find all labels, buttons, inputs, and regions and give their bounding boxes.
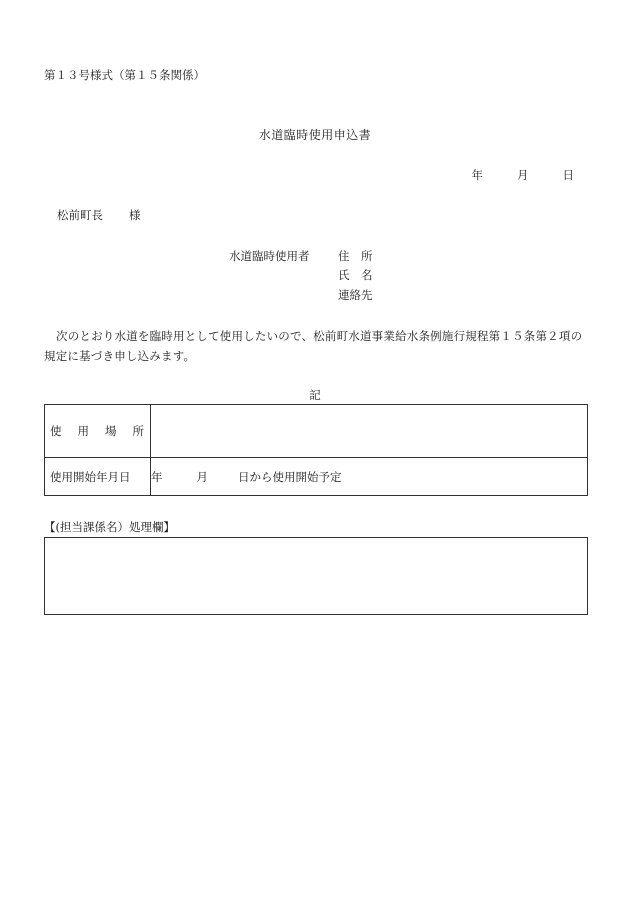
form-number: 第１３号様式（第１５条関係） [44, 68, 205, 82]
memo-box[interactable] [44, 537, 588, 615]
start-date-field[interactable] [151, 458, 588, 496]
document-title: 水道臨時使用申込書 [258, 128, 372, 142]
ki-heading: 記 [309, 388, 321, 402]
name-label: 氏 名 [338, 268, 373, 282]
contact-label: 連絡先 [338, 288, 373, 302]
location-row [45, 405, 588, 458]
addressee [57, 207, 141, 223]
address-label: 住 所 [338, 249, 373, 263]
location-label: 使 用 場 所 [45, 405, 151, 458]
date-year-label: 年 [471, 168, 483, 182]
location-field[interactable] [151, 405, 588, 458]
addressee-name: 松前町長 [57, 208, 103, 222]
addressee-honorific: 様 [129, 208, 141, 222]
start-day-text: 日から使用開始予定 [238, 469, 342, 484]
start-year-label: 年 [151, 469, 163, 484]
application-statement: 次のとおり水道を臨時用として使用したいので、松前町水道事業給水条例施行規程第１５条第２項の規定に基づき申し込みます。 [44, 329, 583, 363]
start-date-row [45, 458, 588, 496]
start-month-label: 月 [196, 469, 208, 484]
date-day-label: 日 [562, 168, 574, 182]
start-date-label: 使用開始年月日 [45, 458, 151, 496]
date-month-label: 月 [517, 168, 529, 182]
applicant-label: 水道臨時使用者 [229, 249, 310, 263]
detail-table [44, 404, 588, 496]
memo-heading: 【(担当課係名）処理欄】 [44, 520, 175, 534]
date-line [472, 167, 575, 183]
